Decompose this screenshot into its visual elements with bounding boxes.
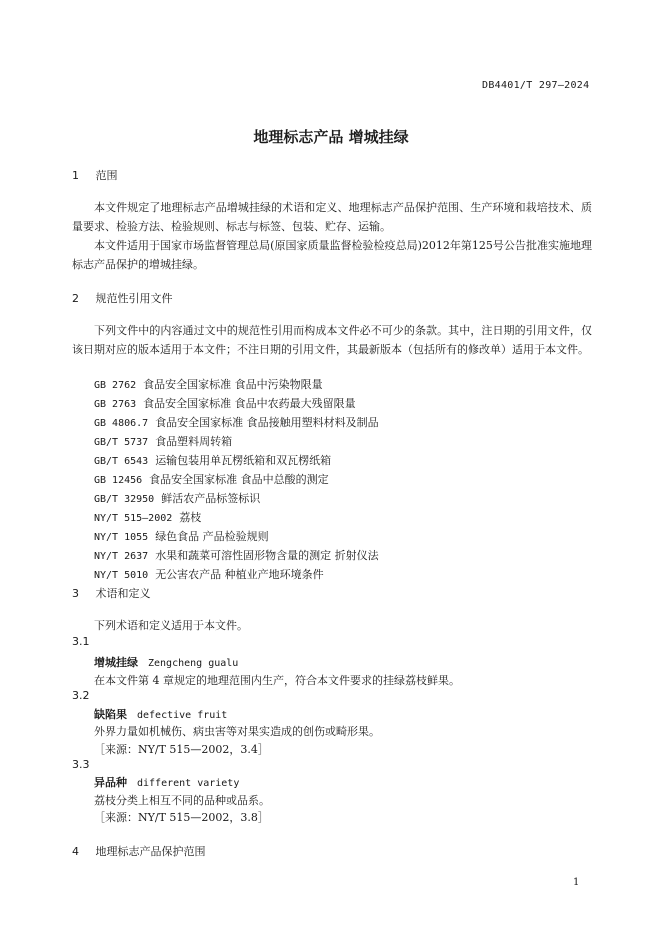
term-source: ［来源：NY/T 515—2002，3.8］ bbox=[94, 811, 269, 824]
term-definition: 荔枝分类上相互不同的品种或品系。 bbox=[94, 794, 270, 807]
section-title: 范围 bbox=[95, 169, 118, 182]
term-english: Zengcheng gualu bbox=[148, 658, 239, 669]
reference-title: 鲜活农产品标签标识 bbox=[161, 492, 261, 505]
term-chinese: 增城挂绿 bbox=[94, 656, 138, 669]
page-number: 1 bbox=[573, 877, 580, 888]
section-number: 3 bbox=[72, 587, 79, 600]
reference-code: GB/T 32950 bbox=[94, 494, 155, 505]
reference-item bbox=[94, 433, 232, 449]
reference-item bbox=[94, 376, 323, 392]
reference-title: 水果和蔬菜可溶性固形物含量的测定 折射仪法 bbox=[155, 549, 379, 562]
term-number: 3.2 bbox=[72, 689, 90, 702]
section-1-heading bbox=[72, 167, 118, 183]
reference-item bbox=[94, 414, 379, 430]
section-3-heading bbox=[72, 585, 151, 601]
reference-title: 荔枝 bbox=[179, 511, 202, 524]
reference-title: 食品安全国家标准 食品接触用塑料材料及制品 bbox=[155, 416, 379, 429]
reference-code: GB 12456 bbox=[94, 475, 143, 486]
term-definition: 外界力量如机械伤、病虫害等对果实造成的创伤或畸形果。 bbox=[94, 725, 380, 738]
section-2-intro: 下列文件中的内容通过文中的规范性引用而构成本文件必不可少的条款。其中，注日期的引用文件，仅该日期对应的版本适用于本文件；不注日期的引用文件，其最新版本（包括所有的修改单）适用于本文件。 bbox=[72, 324, 592, 356]
reference-item bbox=[94, 452, 331, 468]
reference-title: 食品塑料周转箱 bbox=[155, 435, 233, 448]
section-number: 4 bbox=[72, 845, 79, 858]
document-title: 地理标志产品 增城挂绿 bbox=[253, 128, 409, 146]
section-title: 规范性引用文件 bbox=[95, 292, 173, 305]
term-heading bbox=[94, 654, 238, 670]
term-english: different variety bbox=[137, 778, 240, 789]
term-chinese: 缺陷果 bbox=[94, 708, 127, 721]
section-title: 术语和定义 bbox=[95, 587, 151, 600]
reference-item bbox=[94, 509, 201, 525]
section-title: 地理标志产品保护范围 bbox=[95, 845, 206, 858]
section-4-heading bbox=[72, 843, 206, 859]
reference-title: 运输包装用单瓦楞纸箱和双瓦楞纸箱 bbox=[155, 454, 332, 467]
reference-title: 食品安全国家标准 食品中农药最大残留限量 bbox=[143, 397, 356, 410]
section-number: 1 bbox=[72, 169, 79, 182]
term-number: 3.1 bbox=[72, 635, 90, 648]
reference-title: 食品安全国家标准 食品中总酸的测定 bbox=[149, 473, 329, 486]
reference-title: 食品安全国家标准 食品中污染物限量 bbox=[143, 378, 323, 391]
reference-code: NY/T 2637 bbox=[94, 551, 149, 562]
reference-code: NY/T 1055 bbox=[94, 532, 149, 543]
section-number: 2 bbox=[72, 292, 79, 305]
reference-code: GB 2763 bbox=[94, 399, 137, 410]
term-definition: 在本文件第 4 章规定的地理范围内生产，符合本文件要求的挂绿荔枝鲜果。 bbox=[94, 674, 460, 687]
reference-item bbox=[94, 566, 324, 582]
term-english: defective fruit bbox=[137, 710, 228, 721]
section-1-paragraph-1: 本文件规定了地理标志产品增城挂绿的术语和定义、地理标志产品保护范围、生产环境和栽培技术、质量要求、检验方法、检验规则、标志与标签、包装、贮存、运输。 bbox=[72, 201, 592, 233]
reference-title: 绿色食品 产品检验规则 bbox=[155, 530, 269, 543]
reference-code: GB/T 5737 bbox=[94, 437, 149, 448]
term-heading bbox=[94, 706, 227, 722]
reference-code: GB 2762 bbox=[94, 380, 137, 391]
reference-code: NY/T 515—2002 bbox=[94, 513, 173, 524]
reference-code: GB 4806.7 bbox=[94, 418, 149, 429]
section-1-paragraph-2: 本文件适用于国家市场监督管理总局(原国家质量监督检验检疫总局)2012年第125号公告批准实施地理标志产品保护的增城挂绿。 bbox=[72, 239, 592, 271]
term-source: ［来源：NY/T 515—2002，3.4］ bbox=[94, 743, 269, 756]
section-2-heading bbox=[72, 290, 173, 306]
term-heading bbox=[94, 774, 239, 790]
reference-code: GB/T 6543 bbox=[94, 456, 149, 467]
reference-item bbox=[94, 471, 329, 487]
reference-item bbox=[94, 547, 379, 563]
reference-item bbox=[94, 395, 356, 411]
reference-title: 无公害农产品 种植业产地环境条件 bbox=[155, 568, 324, 581]
reference-code: NY/T 5010 bbox=[94, 570, 149, 581]
reference-item bbox=[94, 490, 260, 506]
section-3-intro: 下列术语和定义适用于本文件。 bbox=[94, 619, 248, 632]
reference-item bbox=[94, 528, 269, 544]
term-chinese: 异品种 bbox=[94, 776, 127, 789]
document-number: DB4401/T 297—2024 bbox=[482, 80, 590, 91]
term-number: 3.3 bbox=[72, 758, 90, 771]
